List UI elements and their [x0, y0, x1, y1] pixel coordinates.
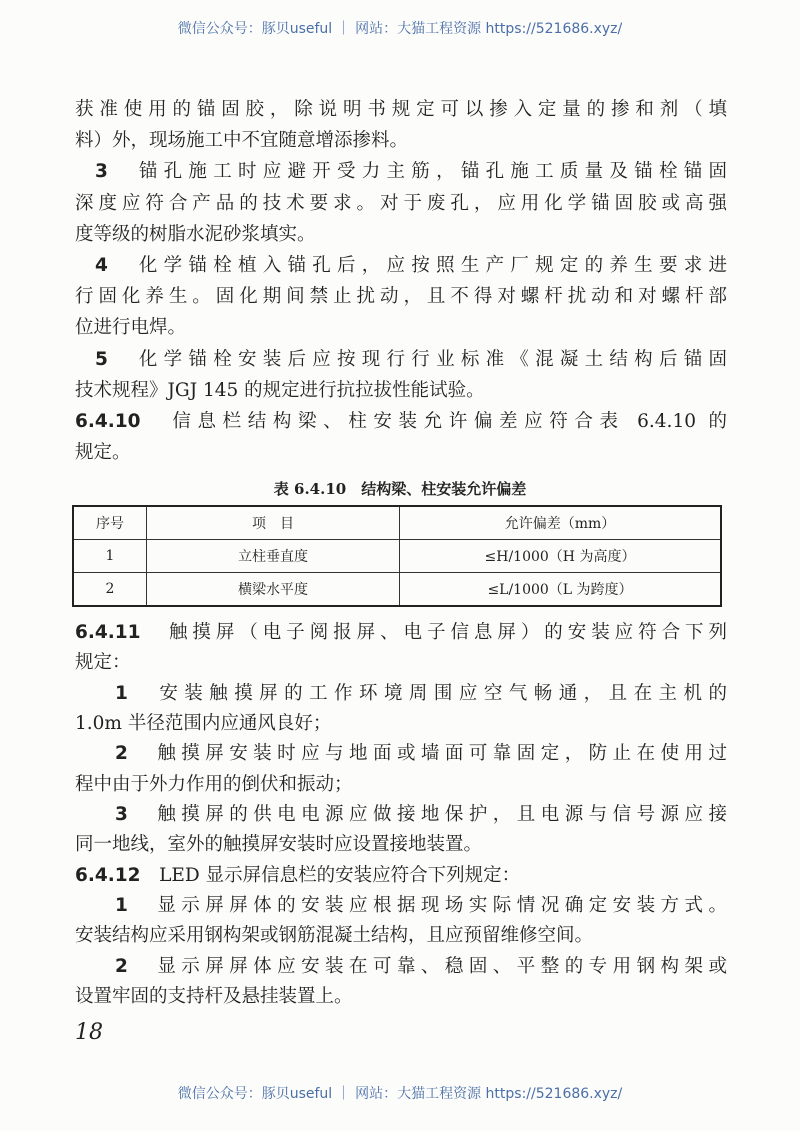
- item-2: [115, 955, 727, 979]
- text: 信息栏结构梁、柱安装允许偏差应符合表 6.4.10 的: [172, 411, 727, 432]
- table-row: [73, 573, 721, 607]
- text-line: 行固化养生。固化期间禁止扰动，且不得对螺杆扰动和对螺杆部: [75, 286, 727, 307]
- item-number: 3: [115, 804, 128, 825]
- item-number: 1: [115, 683, 128, 704]
- clause-number: 6.4.12: [75, 865, 141, 886]
- item-number: 2: [115, 956, 128, 977]
- cell: ≤H/1000（H 为高度）: [400, 540, 722, 573]
- text-line: 位进行电焊。: [75, 317, 187, 338]
- text-line: 深度应符合产品的技术要求。对于废孔，应用化学锚固胶或高强: [75, 193, 727, 214]
- text: LED 显示屏信息栏的安装应符合下列规定：: [159, 865, 521, 886]
- text-line: 同一地线，室外的触摸屏安装时应设置接地装置。: [75, 834, 483, 855]
- clause-6-4-12: [75, 864, 727, 888]
- cell: 1: [73, 540, 147, 573]
- text-line: 程中由于外力作用的倒伏和振动；: [75, 774, 353, 795]
- cell: 横梁水平度: [147, 573, 400, 607]
- clause-6-4-11: [75, 621, 727, 645]
- text-line: 1.0m 半径范围内应通风良好；: [75, 713, 332, 734]
- watermark-bottom: 微信公众号：豚贝useful ｜ 网站：大猫工程资源 https://521686.xyz/: [177, 1086, 623, 1102]
- item-3: [115, 803, 727, 827]
- clause-number: 6.4.10: [75, 411, 141, 432]
- text-line: 获准使用的锚固胶，除说明书规定可以掺入定量的掺和剂（填: [75, 99, 727, 120]
- item-number: 1: [115, 895, 128, 916]
- text-line: 规定：: [75, 652, 131, 673]
- table-header-row: [73, 506, 721, 540]
- text: 化学锚栓安装后应按现行行业标准《混凝土结构后锚固: [138, 349, 727, 370]
- text: 触摸屏（电子阅报屏、电子信息屏）的安装应符合下列: [168, 622, 727, 643]
- cell: 2: [73, 573, 147, 607]
- text: 安装触摸屏的工作环境周围应空气畅通，且在主机的: [159, 683, 727, 704]
- table-caption: 表 6.4.10 结构梁、柱安装允许偏差: [273, 480, 527, 498]
- text-line: 规定。: [75, 442, 131, 463]
- clause-6-4-10: [75, 410, 727, 434]
- item-4: [95, 254, 727, 278]
- text: 化学锚栓植入锚孔后，应按照生产厂规定的养生要求进: [138, 255, 727, 276]
- table-row: [73, 540, 721, 573]
- clause-number: 6.4.11: [75, 622, 141, 643]
- text-line: 设置牢固的支持杆及悬挂装置上。: [75, 986, 353, 1007]
- item-number: 4: [95, 255, 108, 276]
- item-3: [95, 160, 727, 184]
- header-cell: 允许偏差（mm）: [400, 506, 722, 540]
- header-cell: 序号: [73, 506, 147, 540]
- text-line: 安装结构应采用钢构架或钢筋混凝土结构，且应预留维修空间。: [75, 925, 594, 946]
- page-number: 18: [75, 1020, 103, 1045]
- item-number: 2: [115, 743, 128, 764]
- text-line: 度等级的树脂水泥砂浆填实。: [75, 224, 316, 245]
- text: 显示屏屏体的安装应根据现场实际情况确定安装方式。: [157, 895, 727, 916]
- cell: 立柱垂直度: [147, 540, 400, 573]
- item-1: [115, 682, 727, 706]
- text-line: 料）外，现场施工中不宜随意增添掺料。: [75, 130, 409, 151]
- text: 触摸屏安装时应与地面或墙面可靠固定，防止在使用过: [157, 743, 727, 764]
- cell: ≤L/1000（L 为跨度）: [400, 573, 722, 607]
- item-number: 5: [95, 349, 108, 370]
- item-2: [115, 742, 727, 766]
- text: 锚孔施工时应避开受力主筋，锚孔施工质量及锚栓锚固: [138, 161, 727, 182]
- text-line: 技术规程》JGJ 145 的规定进行抗拉拔性能试验。: [75, 380, 485, 401]
- text: 触摸屏的供电电源应做接地保护，且电源与信号源应接: [157, 804, 727, 825]
- header-cell: 项 目: [147, 506, 400, 540]
- item-5: [95, 348, 727, 372]
- watermark-top: 微信公众号：豚贝useful ｜ 网站：大猫工程资源 https://521686.xyz/: [177, 21, 623, 37]
- deviation-table: [72, 505, 722, 607]
- item-number: 3: [95, 161, 108, 182]
- text: 显示屏屏体应安装在可靠、稳固、平整的专用钢构架或: [157, 956, 727, 977]
- item-1: [115, 894, 727, 918]
